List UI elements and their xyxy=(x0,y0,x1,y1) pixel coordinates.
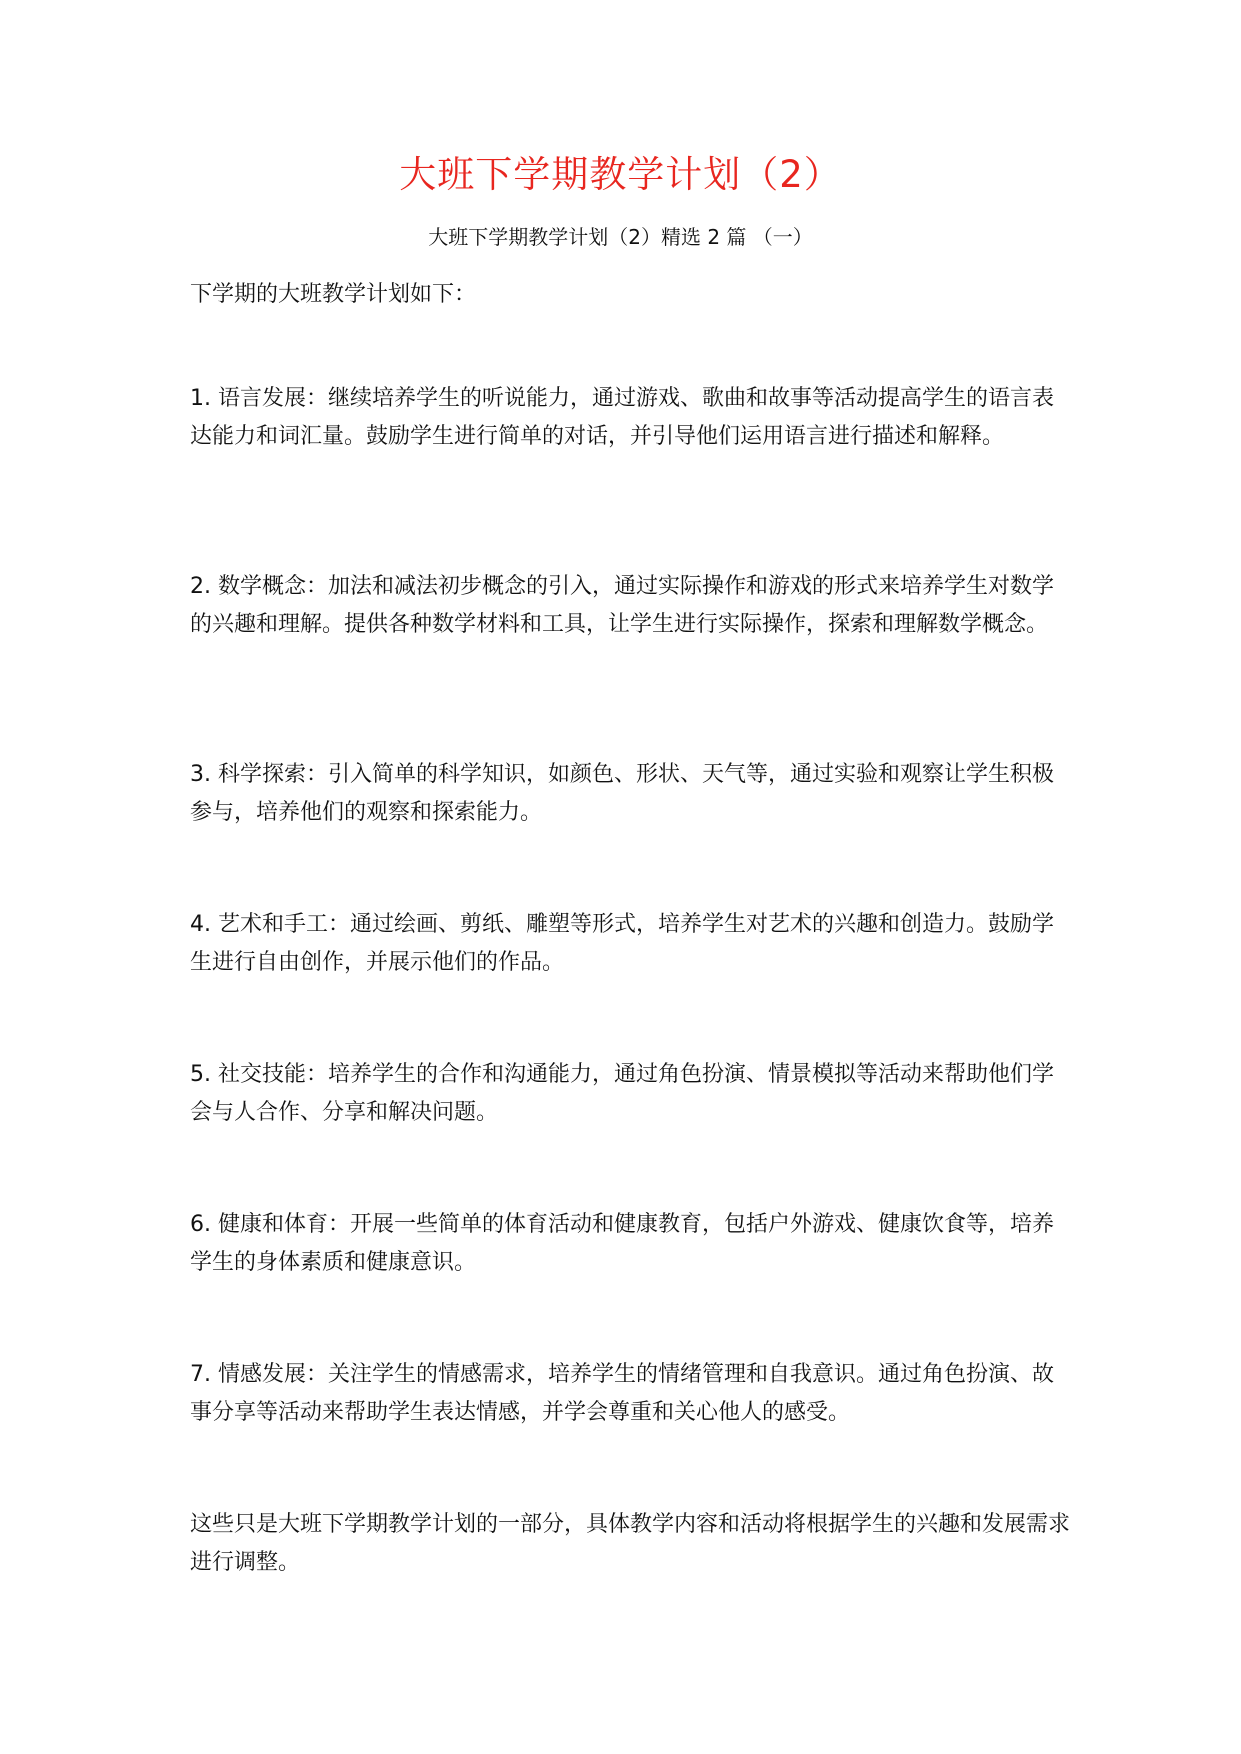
list-item-3: 3. 科学探索：引入简单的科学知识，如颜色、形状、天气等，通过实验和观察让学生积极参与，培养他们的观察和探索能力。 xyxy=(190,762,1054,825)
document-title: 大班下学期教学计划（2） xyxy=(399,153,842,196)
list-item-4: 4. 艺术和手工：通过绘画、剪纸、雕塑等形式，培养学生对艺术的兴趣和创造力。鼓励学生进行自由创作，并展示他们的作品。 xyxy=(190,912,1054,975)
intro-paragraph: 下学期的大班教学计划如下： xyxy=(190,282,477,307)
list-item-6: 6. 健康和体育：开展一些简单的体育活动和健康教育，包括户外游戏、健康饮食等，培养学生的身体素质和健康意识。 xyxy=(190,1212,1054,1275)
list-item-7: 7. 情感发展：关注学生的情感需求，培养学生的情绪管理和自我意识。通过角色扮演、故事分享等活动来帮助学生表达情感，并学会尊重和关心他人的感受。 xyxy=(190,1362,1054,1425)
list-item-1: 1. 语言发展：继续培养学生的听说能力，通过游戏、歌曲和故事等活动提高学生的语言表达能力和词汇量。鼓励学生进行简单的对话，并引导他们运用语言进行描述和解释。 xyxy=(190,386,1054,449)
list-item-5: 5. 社交技能：培养学生的合作和沟通能力，通过角色扮演、情景模拟等活动来帮助他们学会与人合作、分享和解决问题。 xyxy=(190,1062,1054,1125)
conclusion-paragraph: 这些只是大班下学期教学计划的一部分，具体教学内容和活动将根据学生的兴趣和发展需求进行调整。 xyxy=(190,1512,1071,1575)
document-subtitle: 大班下学期教学计划（2）精选 2 篇 （一） xyxy=(428,225,813,249)
list-item-2: 2. 数学概念：加法和减法初步概念的引入，通过实际操作和游戏的形式来培养学生对数学的兴趣和理解。提供各种数学材料和工具，让学生进行实际操作，探索和理解数学概念。 xyxy=(190,574,1054,637)
